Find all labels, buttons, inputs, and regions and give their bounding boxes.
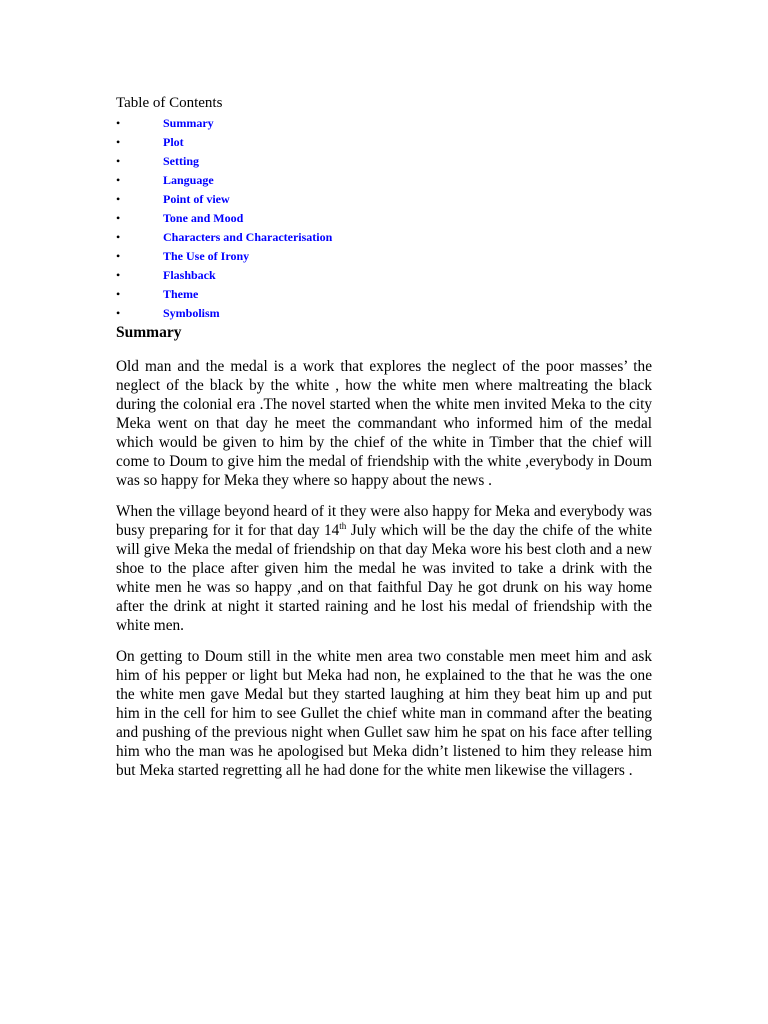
toc-link-irony[interactable]: The Use of Irony [163, 249, 250, 263]
toc-item-symbolism [116, 304, 652, 323]
document-page [116, 93, 652, 792]
summary-paragraph-2 [116, 502, 652, 635]
paragraph-2-text-start: When the village beyond heard of it they were also happy for Meka and everybody was busy preparing for it for that day 14 [116, 503, 652, 539]
bullet-icon: • [116, 173, 121, 187]
toc-link-flashback[interactable]: Flashback [163, 268, 216, 282]
toc-link-tone-and-mood[interactable]: Tone and Mood [163, 211, 244, 225]
toc-item-point-of-view [116, 190, 652, 209]
toc-link-language[interactable]: Language [163, 173, 214, 187]
toc-link-plot[interactable]: Plot [163, 135, 184, 149]
bullet-icon: • [116, 116, 121, 130]
toc-link-summary[interactable]: Summary [163, 116, 214, 130]
bullet-icon: • [116, 268, 121, 282]
bullet-icon: • [116, 287, 121, 301]
toc-link-setting[interactable]: Setting [163, 154, 199, 168]
toc-item-flashback [116, 266, 652, 285]
toc-item-tone-and-mood [116, 209, 652, 228]
toc-item-setting [116, 152, 652, 171]
toc-item-irony [116, 247, 652, 266]
toc-link-characters[interactable]: Characters and Characterisation [163, 230, 333, 244]
bullet-icon: • [116, 154, 121, 168]
summary-paragraph-3: On getting to Doum still in the white men area two constable men meet him and ask him of his pepper or light but Meka had non, he explained to the that he was the one the white men gave Medal but they started laughing at him they beat him up and put him in the cell for him to see Gullet the chief white man in command after the beating and pushing of the previous night when Gullet saw him he spat on his face after telling him who the man was he apologised but Meka didn’t listened to him they release him but Meka started regretting all he had done for the white men likewise the villagers . [116, 648, 652, 779]
toc-item-characters [116, 228, 652, 247]
toc-item-language [116, 171, 652, 190]
toc-item-summary [116, 114, 652, 133]
bullet-icon: • [116, 306, 121, 320]
bullet-icon: • [116, 230, 121, 244]
toc-title: Table of Contents [116, 95, 223, 111]
toc-item-plot [116, 133, 652, 152]
summary-paragraph-1: Old man and the medal is a work that explores the neglect of the poor masses’ the neglect of the black by the white , how the white men where maltreating the black during the colonial era .The novel started when the white men invited Meka to the city Meka went on that day he meet the commandant who informed him of the medal which would be given to him by the chief of the white in Timber that the chief will come to Doum to give him the medal of friendship with the white ,everybody in Doum was so happy for Meka they where so happy about the news . [116, 358, 652, 489]
toc-list [116, 114, 652, 323]
bullet-icon: • [116, 135, 121, 149]
bullet-icon: • [116, 192, 121, 206]
bullet-icon: • [116, 211, 121, 225]
toc-link-symbolism[interactable]: Symbolism [163, 306, 220, 320]
toc-link-theme[interactable]: Theme [163, 287, 199, 301]
paragraph-2-text-end: July which will be the day the chife of the white will give Meka the medal of friendship on that day Meka wore his best cloth and a new shoe to the place after given him the medal he was invited to take a drink with the white men he was so happy ,and on that faithful Day he got drunk on his way home after the drink at night it started raining and he lost his medal of friendship with the white men. [116, 522, 652, 634]
summary-heading: Summary [116, 324, 182, 341]
bullet-icon: • [116, 249, 121, 263]
ordinal-suffix: th [339, 520, 347, 531]
toc-item-theme [116, 285, 652, 304]
toc-link-point-of-view[interactable]: Point of view [163, 192, 230, 206]
